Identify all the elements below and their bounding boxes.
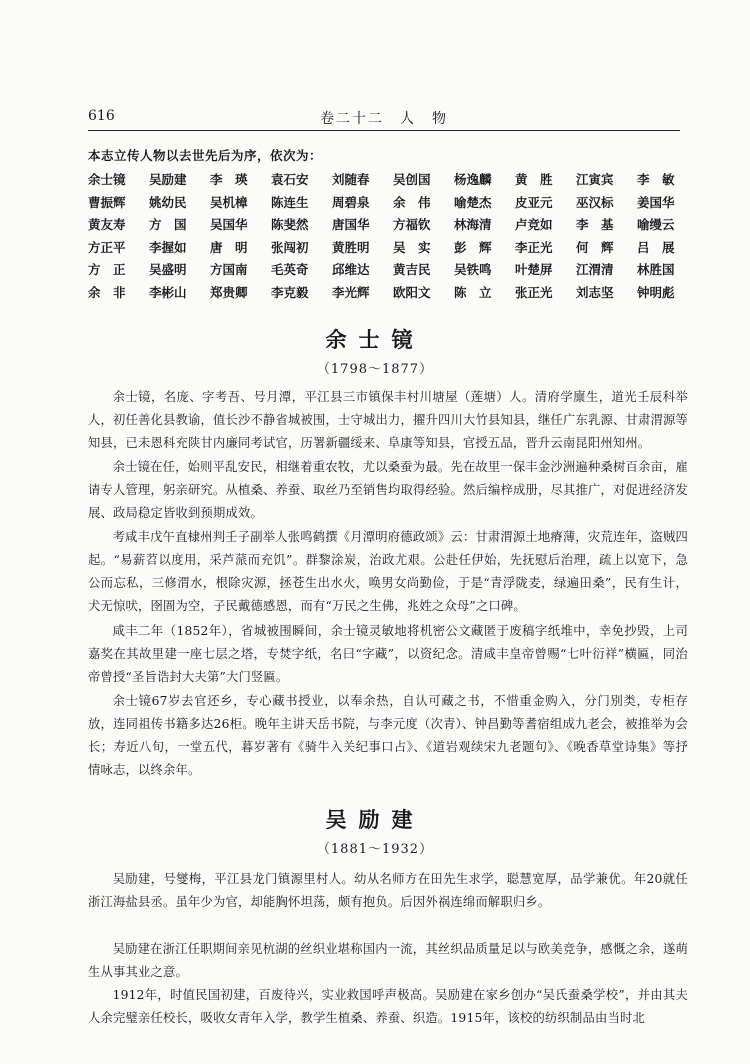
person-name: 吴铁鸣 [454, 262, 492, 277]
person-name: 唐 明 [210, 239, 248, 255]
person-name: 黄 胜 [515, 172, 553, 187]
person-name: 邱维达 [332, 262, 370, 277]
person-name: 吴国华 [210, 217, 248, 232]
paragraph: 吴励建，号燮梅，平江县龙门镇源里村人。幼从名师方在田先生求学，聪慧宽厚，品学兼优。年20就任浙江海盐县丞。虽年少为官，却能胸怀坦荡，颇有抱负。后因外祸连绵而解职归乡。 [88, 872, 688, 910]
person-name: 张正光 [515, 284, 553, 300]
person-name: 方 国 [149, 217, 187, 232]
intro-line: 本志立传人物以去世先后为序，依次为： [88, 148, 323, 163]
person-name: 余士镜 [88, 172, 126, 187]
person-name: 方 正 [88, 262, 126, 277]
person-name: 钟明彪 [637, 284, 675, 300]
person-name: 吴机樟 [210, 194, 248, 210]
paragraph: 余士镜67岁去官还乡，专心藏书授业，以奉余热，自认可藏之书，不惜重金购入，分门别类，专柜存放，连同祖传书籍多达26柜。晚年主讲天岳书院，与李元度（次青）、钟昌勤等耆宿组成九老会，被推举为会长；寿近八旬，一堂五代，暮岁著有《骑牛入关纪事口占》、《道岩观续宋九老题句》、《晚香草堂诗集》等抒情咏志，以终余年。 [88, 694, 688, 778]
person-name: 刘志坚 [576, 284, 614, 300]
person-name: 黄友寿 [88, 217, 126, 232]
running-title: 卷二十二 人 物 [320, 111, 448, 127]
person-name: 张闯初 [271, 239, 309, 255]
person-name: 皮亚元 [515, 194, 553, 210]
person-name: 李光辉 [332, 284, 370, 300]
bio-title: 余士镜 [325, 327, 425, 352]
person-name: 周碧泉 [332, 194, 370, 210]
person-name: 黄吉民 [393, 262, 431, 277]
person-name: 方福钦 [393, 217, 431, 232]
person-name: 李正光 [515, 239, 553, 255]
paragraph: 吴励建在浙江任职期间亲见杭湖的丝织业堪称国内一流，其丝织品质量足以与欧美竞争，感慨之余，遂萌生从事其业之意。 [88, 942, 688, 980]
person-name: 何 辉 [576, 239, 614, 255]
person-name: 吴盛明 [149, 262, 187, 277]
person-name: 余 伟 [393, 194, 431, 210]
paragraph: 余士镜在任，始则平乱安民，相继着重农牧，尤以桑蚕为最。先在故里一保丰金沙洲遍种桑树百余亩，雇请专人管理，躬亲研究。从植桑、养蚕、取丝乃至销售均取得经验。然后编梓成册，尽其推广，对促进经济发展、政局稳定皆收到预期成效。 [88, 460, 688, 521]
name-list [88, 170, 698, 305]
person-name: 黄胜明 [332, 239, 370, 255]
paragraph: 1912年，时值民国初建，百废待兴，实业救国呼声极高。吴励建在家乡创办“吴氏蚕桑学校”，并由其夫人余完璧亲任校长，吸收女青年入学，教学生植桑、养蚕、织造。1915年，该校的纺织制品由当时北 [88, 988, 688, 1026]
person-name: 唐国华 [332, 217, 370, 232]
bio-title: 吴励建 [325, 807, 425, 832]
person-name: 陈 立 [454, 284, 492, 300]
person-name: 卢竞如 [515, 217, 553, 232]
person-name: 吕 展 [637, 239, 675, 255]
bio-years: （1881～1932） [316, 842, 434, 857]
person-name: 曹振辉 [88, 194, 126, 210]
person-name: 袁石安 [271, 172, 309, 187]
person-name: 欧阳文 [393, 284, 431, 300]
person-name: 吴 实 [393, 239, 431, 255]
paragraph: 考咸丰戊午直棣州判壬子副举人张鸣鹤撰《月潭明府德政颂》云：甘肃渭源土地瘠薄，灾荒连年，盗贼四起。“易薪苕以度用，采芦蒎而充饥”。群黎涂炭，治政尤艰。公赴任伊始，先抚慰后治理，疏上以宽下，急公而忘私，三修渭水，根除灾源，拯苍生出水火，唤男女尚勤俭，于是“青浮陇麦，绿遍田桑”，民有生计，犬无惊吠，囹圄为空，子民戴德感恩，而有“万民之生佛，兆姓之众母”之口碑。 [88, 530, 688, 614]
person-name: 方国南 [210, 262, 248, 277]
person-name: 李克毅 [271, 284, 309, 300]
person-name: 李彬山 [149, 284, 187, 300]
person-name: 李 基 [576, 217, 614, 232]
person-name: 姚幼民 [149, 194, 187, 210]
person-name: 刘随春 [332, 172, 370, 187]
person-name: 喻楚杰 [454, 194, 492, 210]
person-name: 喻缦云 [637, 217, 675, 232]
person-name: 林海清 [454, 217, 492, 232]
person-name: 余 非 [88, 284, 126, 300]
paragraph: 咸丰二年（1852年），省城被围瞬间，余士镜灵敏地将机密公文藏匿于废稿字纸堆中，幸免抄毁，上司嘉奖在其故里建一座七层之塔，专焚字纸，名曰“字藏”，以资纪念。清咸丰皇帝曾赐“七叶衍祥”横匾，同治帝曾授“圣旨诰封大夫第”大门竖匾。 [88, 624, 688, 685]
person-name: 陈斐然 [271, 217, 309, 232]
person-name: 郑贵卿 [210, 284, 248, 300]
person-name: 江寅宾 [576, 172, 614, 187]
person-name: 陈连生 [271, 194, 309, 210]
page-number: 616 [88, 108, 115, 124]
person-name: 李握如 [149, 239, 187, 255]
bio-years: （1798～1877） [316, 362, 434, 377]
person-name: 林胜国 [637, 262, 675, 277]
person-name: 杨逸麟 [454, 172, 492, 187]
person-name: 叶楚屏 [515, 262, 553, 277]
person-name: 巫汉标 [576, 194, 614, 210]
person-name: 姜国华 [637, 194, 675, 210]
person-name: 方正平 [88, 239, 126, 255]
paragraph: 余士镜，名庞、字考吾、号月潭，平江县三市镇保丰村川塘屋（莲塘）人。清府学廪生，道光壬辰科举人，初任善化县教谕，值长沙不静省城被围，士守城出力，擢升四川大竹县知县，继任广东乳源、甘肃渭源等知县，已未恩科充陕甘内廉同考试官，历署新疆绥来、阜康等知县，官授五品，晋升云南昆阳州知州。 [88, 390, 688, 451]
person-name: 江渭清 [576, 262, 614, 277]
person-name: 李 敏 [637, 172, 675, 187]
person-name: 吴励建 [149, 172, 187, 187]
person-name: 彭 辉 [454, 239, 492, 255]
page-header [88, 108, 680, 131]
person-name: 吴创国 [393, 172, 431, 187]
person-name: 李 瑛 [210, 172, 248, 187]
person-name: 毛英奇 [271, 262, 309, 277]
